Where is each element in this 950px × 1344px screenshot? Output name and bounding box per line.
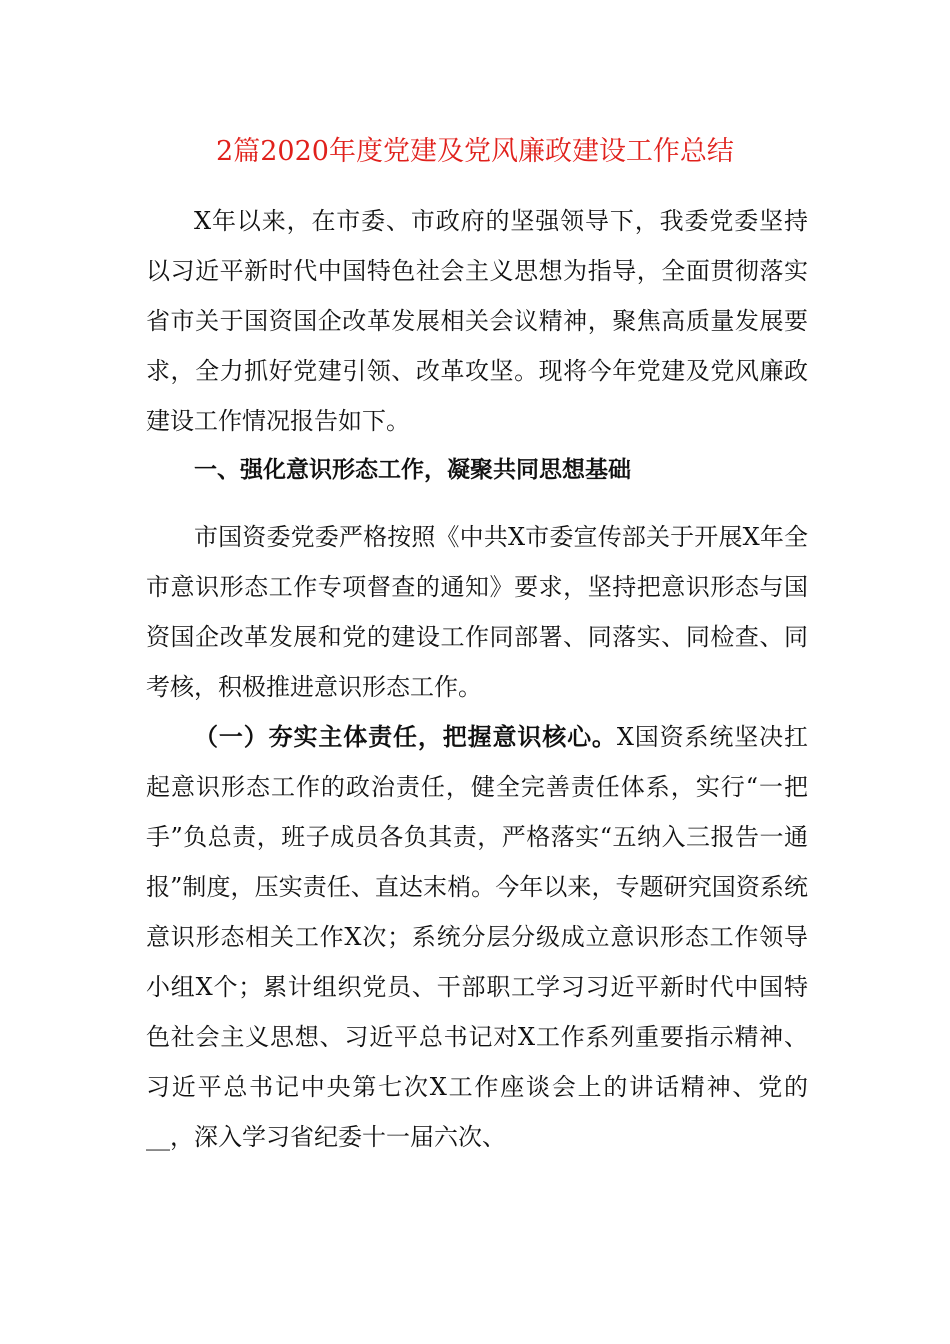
intro-paragraph: X年以来，在市委、市政府的坚强领导下，我委党委坚持以习近平新时代中国特色社会主义思想为指导，全面贯彻落实省市关于国资国企改革发展相关会议精神，聚焦高质量发展要求，全力抓好党建引领、改革攻坚。现将今年党建及党风廉政建设工作情况报告如下。 bbox=[146, 207, 808, 435]
document-title: 2篇2020年度党建及党风廉政建设工作总结 bbox=[216, 136, 734, 167]
subsection-1-paragraph bbox=[146, 712, 808, 1162]
subsection-1-heading: （一）夯实主体责任，把握意识核心。 bbox=[194, 723, 617, 751]
section-heading-1: 一、强化意识形态工作，凝聚共同思想基础 bbox=[194, 457, 631, 483]
section-1-paragraph: 市国资委党委严格按照《中共X市委宣传部关于开展X年全市意识形态工作专项督查的通知》要求，坚持把意识形态与国资国企改革发展和党的建设工作同部署、同落实、同检查、同考核，积极推进意识形态工作。 bbox=[146, 523, 808, 701]
subsection-1-body: X国资系统坚决扛起意识形态工作的政治责任，健全完善责任体系，实行“一把手”负总责，班子成员各负其责，严格落实“五纳入三报告一通报”制度，压实责任、直达末梢。今年以来，专题研究国资系统意识形态相关工作X次；系统分层分级成立意识形态工作领导小组X个；累计组织党员、干部职工学习习近平新时代中国特色社会主义思想、习近平总书记对X工作系列重要指示精神、习近平总书记中央第七次X工作座谈会上的讲话精神、党的__，深入学习省纪委十一届六次、 bbox=[146, 723, 808, 1151]
